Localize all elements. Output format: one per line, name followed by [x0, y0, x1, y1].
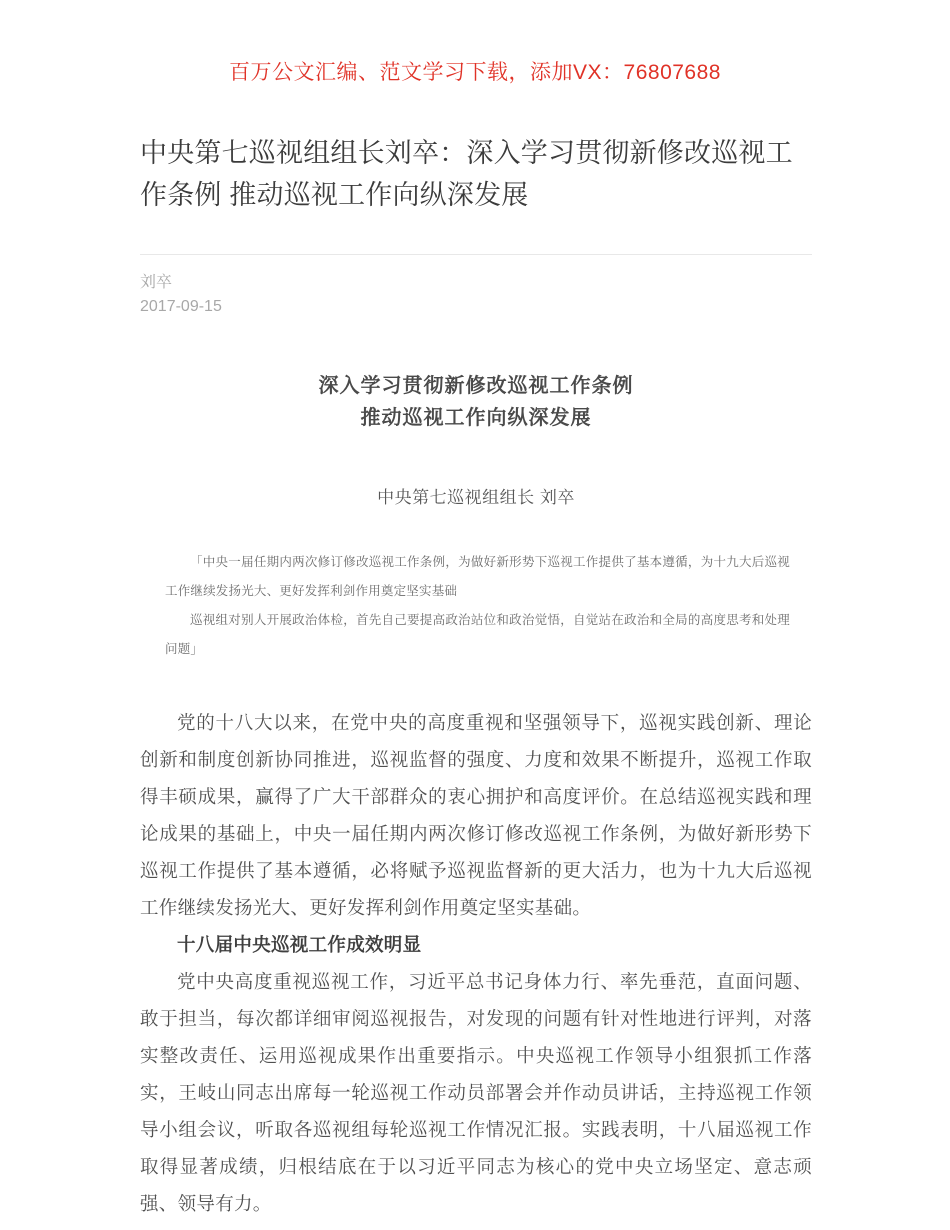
- document-byline: 中央第七巡视组组长 刘卒: [377, 488, 575, 507]
- article-meta: [140, 271, 812, 319]
- promo-banner: [0, 56, 950, 86]
- document-heading-line-1: 深入学习贯彻新修改巡视工作条例: [318, 375, 634, 397]
- page-title: 中央第七巡视组组长刘卒：深入学习贯彻新修改巡视工作条例 推动巡视工作向纵深发展: [140, 138, 793, 210]
- document-heading: [140, 370, 812, 434]
- body-paragraph-2: 党中央高度重视巡视工作，习近平总书记身体力行、率先垂范，直面问题、敢于担当，每次都详细审阅巡视报告，对发现的问题有针对性地进行评判，对落实整改责任、运用巡视成果作出重要指示。中央巡视工作领导小组狠抓工作落实，王岐山同志出席每一轮巡视工作动员部署会并作动员讲话，主持巡视工作领导小组会议，听取各巡视组每轮巡视工作情况汇报。实践表明，十八届巡视工作取得显著成绩，归根结底在于以习近平同志为核心的党中央立场坚定、意志顽强、领导有力。: [140, 971, 812, 1214]
- article-author: 刘卒: [140, 274, 173, 291]
- promo-banner-text: 百万公文汇编、范文学习下载，添加VX：76807688: [229, 61, 721, 84]
- article-body: [140, 370, 812, 1222]
- article-date: 2017-09-15: [140, 298, 222, 315]
- body-text-block: [140, 704, 812, 1222]
- lead-paragraph-1: 「中央一届任期内两次修订修改巡视工作条例，为做好新形势下巡视工作提供了基本遵循，为十九大后巡视工作继续发扬光大、更好发挥利剑作用奠定坚实基础: [165, 555, 790, 598]
- lead-paragraph-2: 巡视组对别人开展政治体检，首先自己要提高政治站位和政治觉悟，自觉站在政治和全局的高度思考和处理问题」: [165, 613, 790, 656]
- article-header: [140, 132, 812, 319]
- document-heading-line-2: 推动巡视工作向纵深发展: [360, 407, 592, 429]
- lead-quote-block: [140, 548, 812, 664]
- body-subheading-1: 十八届中央巡视工作成效明显: [177, 934, 422, 955]
- body-paragraph-1: 党的十八大以来，在党中央的高度重视和坚强领导下，巡视实践创新、理论创新和制度创新协同推进，巡视监督的强度、力度和效果不断提升，巡视工作取得丰硕成果，赢得了广大干部群众的衷心拥护和高度评价。在总结巡视实践和理论成果的基础上，中央一届任期内两次修订修改巡视工作条例，为做好新形势下巡视工作提供了基本遵循，必将赋予巡视监督新的更大活力，也为十九大后巡视工作继续发扬光大、更好发挥利剑作用奠定坚实基础。: [140, 712, 812, 918]
- header-divider: [140, 254, 812, 255]
